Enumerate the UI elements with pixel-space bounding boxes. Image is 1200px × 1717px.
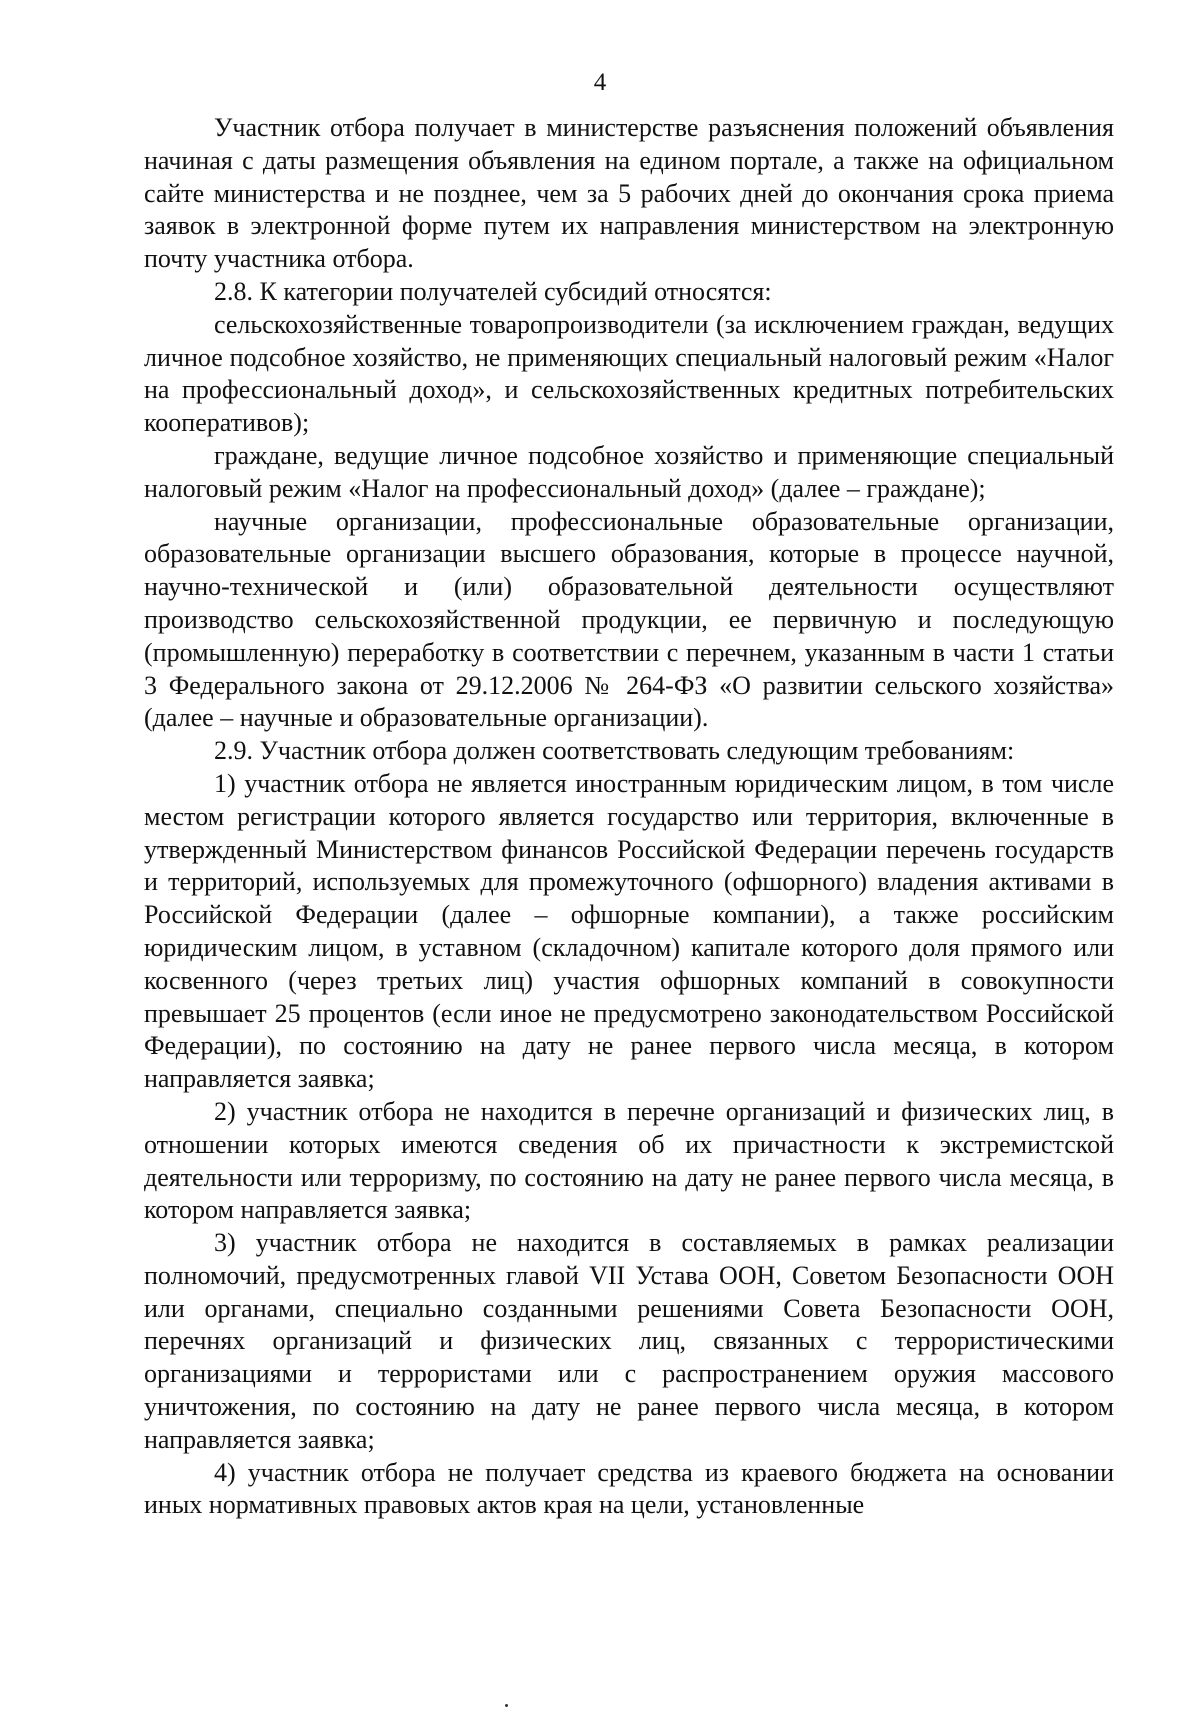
requirement-3: 3) участник отбора не находится в составляемых в рамках реализации полномочий, предусмотренных главой VII Устава ООН, Советом Безопасности ООН или органами, специально созданными решениями Совета Безопасности ООН, перечнях организаций и физических лиц, связанных с террористическими организациями и террористами или с распространением оружия массового уничтожения, по состоянию на дату не ранее первого числа месяца, в котором направляется заявка; <box>144 1228 1114 1454</box>
requirement-4: 4) участник отбора не получает средства из краевого бюджета на основании иных нормативных правовых актов края на цели, установленные <box>144 1457 1114 1520</box>
page-number: 4 <box>593 69 607 96</box>
scan-artifact-dot <box>505 1704 508 1707</box>
paragraph-2-9-heading: 2.9. Участник отбора должен соответствовать следующим требованиям: <box>214 736 1015 766</box>
paragraph-scientific-organizations: научные организации, профессиональные образовательные организации, образовательные организации высшего образования, которые в процессе научной, научно-технической и (или) образовательной деятельности осуществляют производство сельскохозяйственной продукции, ее первичную и последующую (промышленную) переработку в соответствии с перечнем, указанным в части 1 статьи 3 Федерального закона от 29.12.2006 № 264-ФЗ «О развитии сельского хозяйства» (далее – научные и образовательные организации). <box>144 506 1114 733</box>
document-body <box>144 112 1114 1522</box>
paragraph-clarifications: Участник отбора получает в министерстве разъяснения положений объявления начиная с даты размещения объявления на едином портале, а также на официальном сайте министерства и не позднее, чем за 5 рабочих дней до окончания срока приема заявок в электронной форме путем их направления министерством на электронную почту участника отбора. <box>144 113 1114 274</box>
paragraph-agri-producers: сельскохозяйственные товаропроизводители (за исключением граждан, ведущих личное подсобное хозяйство, не применяющих специальный налоговый режим «Налог на профессиональный доход», и сельскохозяйственных кредитных потребительских кооперативов); <box>144 309 1114 438</box>
paragraph-2-8-heading: 2.8. К категории получателей субсидий относятся: <box>214 276 772 306</box>
requirement-2: 2) участник отбора не находится в перечне организаций и физических лиц, в отношении которых имеются сведения об их причастности к экстремистской деятельности или терроризму, по состоянию на дату не ранее первого числа месяца, в котором направляется заявка; <box>144 1096 1114 1225</box>
paragraph-citizens: граждане, ведущие личное подсобное хозяйство и применяющие специальный налоговый режим «Налог на профессиональный доход» (далее – граждане); <box>144 440 1114 503</box>
requirement-1: 1) участник отбора не является иностранным юридическим лицом, в том числе местом регистрации которого является государство или территория, включенные в утвержденный Министерством финансов Российской Федерации перечень государств и территорий, используемых для промежуточного (офшорного) владения активами в Российской Федерации (далее – офшорные компании), а также российским юридическим лицом, в уставном (складочном) капитале которого доля прямого или косвенного (через третьих лиц) участия офшорных компаний в совокупности превышает 25 процентов (если иное не предусмотрено законодательством Российской Федерации), по состоянию на дату не ранее первого числа месяца, в котором направляется заявка; <box>144 768 1114 1094</box>
